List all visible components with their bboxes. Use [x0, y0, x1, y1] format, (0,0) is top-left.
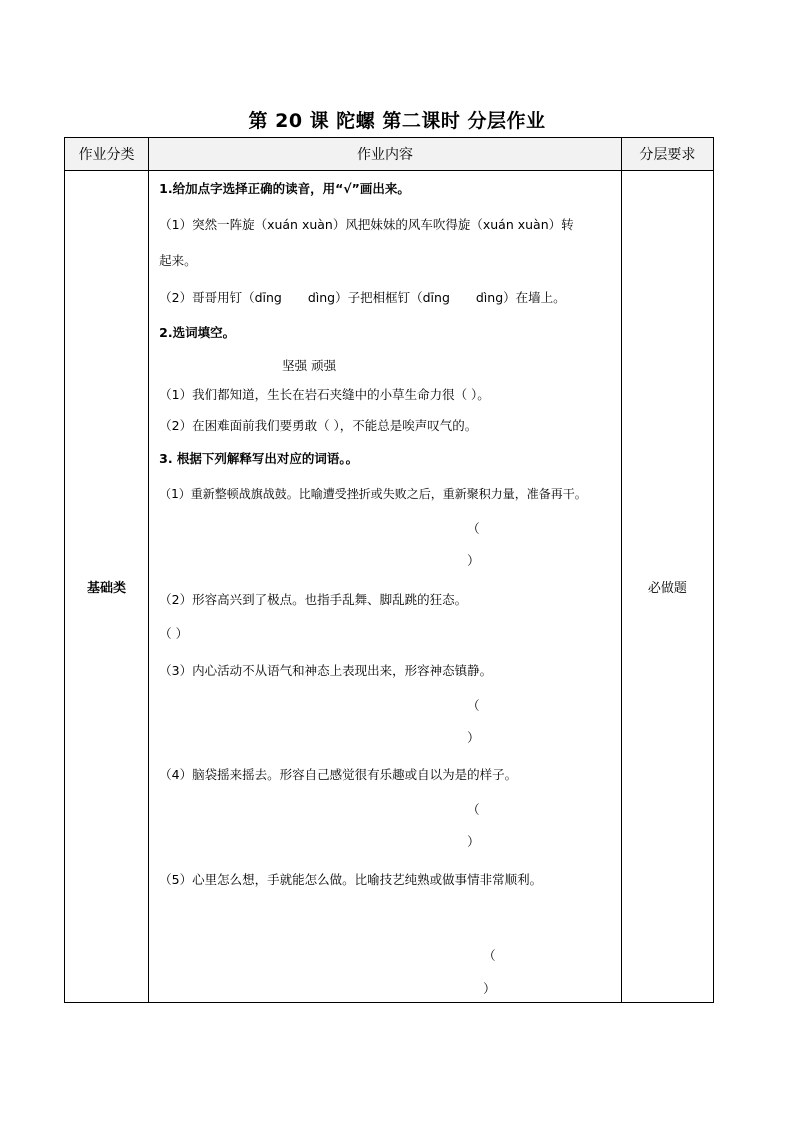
- header-requirement: 分层要求: [621, 138, 713, 171]
- requirement-cell: 必做题: [621, 171, 713, 1003]
- q3-item3-open: （: [467, 698, 480, 713]
- q2-item1: （1）我们都知道，生长在岩石夹缝中的小草生命力很（ ）。: [159, 387, 490, 402]
- q3-item1-open: （: [467, 521, 480, 536]
- q1-item1-line2: 起来。: [159, 253, 197, 268]
- q3-item1-close: ）: [467, 553, 480, 568]
- content-cell: [149, 171, 622, 1003]
- q2-item2: （2）在困难面前我们要勇敢（ ），不能总是唉声叹气的。: [159, 418, 478, 433]
- page-title: 第 20 课 陀螺 第二课时 分层作业: [248, 110, 546, 132]
- q1-item2-part-b: dìng）子把相框钉（dīng: [307, 290, 450, 305]
- table-row: [65, 171, 714, 1003]
- category-cell: 基础类: [65, 171, 149, 1003]
- q3-heading: 3. 根据下列解释写出对应的词语。。: [159, 451, 359, 466]
- q3-item2-blank: （ ）: [159, 626, 189, 641]
- q1-item1-line1: （1）突然一阵旋（xuán xuàn）风把妹妹的风车吹得旋（xuán xuàn）转: [159, 217, 574, 232]
- homework-table: [64, 137, 714, 1003]
- q3-item4-close: ）: [467, 834, 480, 849]
- q2-options: 坚强 顽强: [282, 358, 337, 373]
- q2-heading: 2.选词填空。: [159, 325, 236, 340]
- q3-item2: （2）形容高兴到了极点。也指手乱舞、脚乱跳的狂态。: [159, 592, 468, 607]
- q3-item5-close: ）: [483, 981, 496, 996]
- q3-item4: （4）脑袋摇来摇去。形容自己感觉很有乐趣或自以为是的样子。: [159, 767, 518, 782]
- q3-item4-open: （: [467, 802, 480, 817]
- table-header-row: [65, 138, 714, 171]
- q1-item2-part-a: （2）哥哥用钉（dīng: [159, 290, 282, 305]
- header-category: 作业分类: [65, 138, 149, 171]
- q3-item5: （5）心里怎么想，手就能怎么做。比喻技艺纯熟或做事情非常顺利。: [159, 872, 543, 887]
- q3-item5-open: （: [483, 948, 496, 963]
- q1-heading: 1.给加点字选择正确的读音，用“√”画出来。: [159, 181, 410, 196]
- q3-item3-close: ）: [467, 730, 480, 745]
- q3-item1: （1）重新整顿战旗战鼓。比喻遭受挫折或失败之后，重新聚积力量，准备再干。: [159, 487, 587, 501]
- q3-item3: （3）内心活动不从语气和神态上表现出来，形容神态镇静。: [159, 663, 493, 678]
- q1-item2: [159, 288, 566, 306]
- header-content: 作业内容: [149, 138, 622, 171]
- q1-item2-part-c: dìng）在墙上。: [475, 290, 566, 305]
